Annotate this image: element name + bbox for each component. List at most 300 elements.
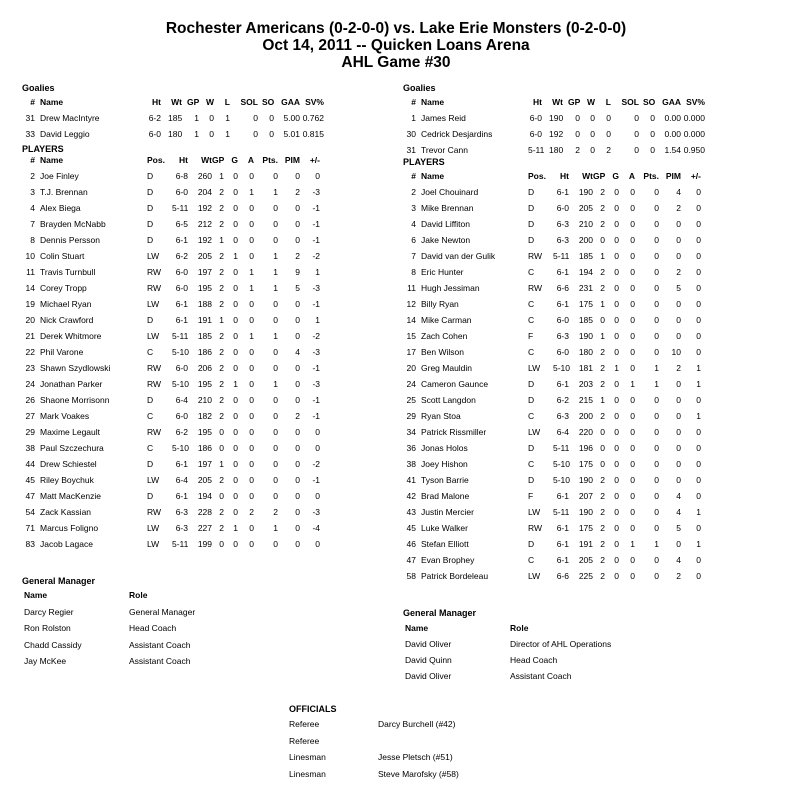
cell: 1.54	[664, 145, 681, 155]
cell: -1	[312, 395, 320, 405]
cell: 0	[696, 299, 701, 309]
cell: 175	[578, 459, 593, 469]
cell: 2	[30, 171, 35, 181]
cell: 1	[249, 331, 254, 341]
cell: Riley Boychuk	[40, 475, 94, 485]
cell: 2	[676, 571, 681, 581]
cell: 0	[654, 555, 659, 565]
cell: GP	[212, 155, 225, 165]
cell: 6-6	[556, 571, 569, 581]
cell: 1	[194, 129, 199, 139]
cell: Drew MacIntyre	[40, 113, 100, 123]
cell: 23	[25, 363, 35, 373]
cell: 186	[197, 443, 212, 453]
cell: 1	[630, 539, 635, 549]
cell: D	[147, 203, 154, 213]
cell: 0	[614, 555, 619, 565]
cell: 0	[614, 267, 619, 277]
cell: Mike Carman	[421, 315, 472, 325]
cell: Shawn Szydlowski	[40, 363, 111, 373]
cell: 215	[578, 395, 593, 405]
cell: SOL	[621, 97, 639, 107]
cell: 0	[696, 283, 701, 293]
cell: Name	[40, 155, 64, 165]
cell: 182	[197, 411, 212, 421]
cell: 0	[273, 411, 278, 421]
cell: 10	[25, 251, 35, 261]
cell: 0	[295, 203, 300, 213]
cell: Ron Rolston	[24, 623, 71, 633]
cell: 6-1	[175, 299, 188, 309]
cell: 192	[197, 203, 212, 213]
cell: 0	[630, 347, 635, 357]
cell: 0	[696, 555, 701, 565]
cell: 10	[671, 347, 681, 357]
cell: 6-3	[175, 507, 188, 517]
cell: 6-1	[556, 187, 569, 197]
cell: RW	[147, 283, 162, 293]
cell: 0	[630, 331, 635, 341]
cell: David Leggio	[40, 129, 90, 139]
cell: Jonathan Parker	[40, 379, 103, 389]
cell: 5-11	[553, 443, 570, 453]
cell: 6-1	[556, 555, 569, 565]
cell: Joel Chouinard	[421, 187, 479, 197]
cell: 1	[614, 363, 619, 373]
cell: Trevor Cann	[421, 145, 468, 155]
cell: 0	[654, 347, 659, 357]
cell: D	[147, 395, 154, 405]
cell: 0	[650, 113, 655, 123]
cell: L	[605, 97, 611, 107]
cell: 14	[406, 315, 416, 325]
cell: 2	[600, 523, 605, 533]
cell: 6-0	[148, 129, 161, 139]
game-number: AHL Game #30	[341, 54, 451, 71]
cell: 185	[168, 113, 183, 123]
cell: 0	[630, 571, 635, 581]
cell: 2	[219, 363, 224, 373]
cell: 0	[295, 171, 300, 181]
cell: 2	[411, 187, 416, 197]
cell: 260	[197, 171, 212, 181]
cell: 5-11	[553, 251, 570, 261]
cell: 1	[696, 379, 701, 389]
cell: 14	[25, 283, 35, 293]
cell: 38	[25, 443, 35, 453]
cell: Jay McKee	[24, 656, 67, 666]
cell: 185	[197, 331, 212, 341]
cell: 0	[654, 443, 659, 453]
cell: 0	[590, 113, 595, 123]
cell: 0	[233, 491, 238, 501]
cell: 0	[696, 235, 701, 245]
cell: C	[528, 411, 535, 421]
cell: 0	[654, 475, 659, 485]
cell: 188	[197, 299, 212, 309]
cell: 195	[197, 283, 212, 293]
cell: 0	[600, 315, 605, 325]
cell: 2	[273, 507, 278, 517]
cell: 0	[630, 235, 635, 245]
cell: -1	[312, 299, 320, 309]
cell: 2	[676, 203, 681, 213]
cell: 33	[25, 129, 35, 139]
cell: D	[528, 219, 535, 229]
cell: 2	[600, 379, 605, 389]
cell: 0	[630, 395, 635, 405]
cell: SO	[262, 97, 275, 107]
cell: Hugh Jessiman	[421, 283, 480, 293]
cell: 5.00	[283, 113, 300, 123]
cell: Evan Brophey	[421, 555, 475, 565]
left-gm-label: General Manager	[22, 576, 96, 586]
cell: 0	[295, 315, 300, 325]
cell: 6-0	[175, 411, 188, 421]
cell: 185	[578, 251, 593, 261]
cell: 34	[406, 427, 416, 437]
cell: D	[528, 443, 535, 453]
cell: 0	[650, 145, 655, 155]
cell: 46	[406, 539, 416, 549]
cell: 2	[600, 491, 605, 501]
cell: Patrick Bordeleau	[421, 571, 489, 581]
cell: 2	[600, 203, 605, 213]
cell: Brad Malone	[421, 491, 470, 501]
cell: #	[30, 155, 35, 165]
cell: 4	[676, 187, 681, 197]
cell: 199	[197, 539, 212, 549]
cell: Jake Newton	[421, 235, 471, 245]
cell: 180	[168, 129, 183, 139]
cell: 0	[630, 475, 635, 485]
cell: 0	[696, 427, 701, 437]
cell: 1	[411, 113, 416, 123]
cell: 29	[406, 411, 416, 421]
cell: 6-2	[148, 113, 161, 123]
cell: Zack Kassian	[40, 507, 92, 517]
cell: General Manager	[129, 606, 196, 617]
cell: 6-1	[556, 267, 569, 277]
cell: 6-8	[175, 171, 188, 181]
cell: 0	[233, 315, 238, 325]
cell: David Oliver	[405, 671, 452, 681]
cell: 0	[696, 315, 701, 325]
cell: 220	[578, 427, 593, 437]
cell: 205	[197, 475, 212, 485]
cell: 27	[25, 411, 35, 421]
cell: LW	[147, 251, 160, 261]
cell: 2	[600, 187, 605, 197]
cell: 0	[273, 235, 278, 245]
cell: 0	[676, 315, 681, 325]
cell: 6-3	[556, 331, 569, 341]
cell: 22	[25, 347, 35, 357]
cell: 0	[249, 395, 254, 405]
cell: Greg Mauldin	[421, 363, 473, 373]
cell: Role	[510, 623, 529, 633]
cell: 0	[614, 475, 619, 485]
cell: 6-0	[556, 347, 569, 357]
cell: 2	[600, 219, 605, 229]
cell: 0.950	[683, 145, 705, 155]
cell: 6-1	[175, 315, 188, 325]
cell: 0	[600, 443, 605, 453]
cell: 0	[233, 187, 238, 197]
cell: 0	[696, 267, 701, 277]
cell: 26	[25, 395, 35, 405]
cell: 0	[676, 443, 681, 453]
cell: 15	[406, 331, 416, 341]
cell: Cedrick Desjardins	[421, 129, 493, 139]
cell: 0	[233, 267, 238, 277]
cell: 0	[696, 219, 701, 229]
cell: RW	[528, 251, 543, 261]
cell: 2	[600, 267, 605, 277]
cell: 2	[295, 251, 300, 261]
officials-label: OFFICIALS	[289, 704, 337, 714]
cell: Phil Varone	[40, 347, 84, 357]
cell: 0	[630, 555, 635, 565]
cell: 9	[295, 267, 300, 277]
cell: 0	[614, 315, 619, 325]
cell: 0	[249, 523, 254, 533]
cell: 0	[233, 475, 238, 485]
cell: 0	[630, 507, 635, 517]
cell: 0	[209, 129, 214, 139]
cell: 0	[630, 427, 635, 437]
cell: 0	[614, 571, 619, 581]
cell: -2	[312, 459, 320, 469]
cell: 1	[273, 379, 278, 389]
cell: 0	[295, 491, 300, 501]
cell: 2	[676, 363, 681, 373]
cell: 0	[295, 507, 300, 517]
official-role: Linesman	[289, 752, 326, 762]
cell: -3	[312, 187, 320, 197]
cell: -1	[312, 475, 320, 485]
cell: D	[528, 235, 535, 245]
cell: 4	[676, 507, 681, 517]
cell: 0.00	[664, 129, 681, 139]
cell: 6-0	[175, 283, 188, 293]
cell: 0	[654, 219, 659, 229]
cell: 29	[25, 427, 35, 437]
cell: 0	[614, 459, 619, 469]
cell: Head Coach	[510, 655, 558, 665]
cell: 0	[654, 251, 659, 261]
cell: 0	[630, 219, 635, 229]
cell: 0	[630, 299, 635, 309]
cell: 3	[30, 187, 35, 197]
cell: 1	[273, 267, 278, 277]
cell: GP	[568, 97, 581, 107]
cell: Billy Ryan	[421, 299, 459, 309]
cell: 6-3	[556, 411, 569, 421]
cell: 2	[600, 539, 605, 549]
cell: Patrick Rissmiller	[421, 427, 487, 437]
cell: 0	[630, 443, 635, 453]
cell: 0	[269, 129, 274, 139]
cell: 0	[273, 171, 278, 181]
cell: #	[30, 97, 35, 107]
cell: 20	[406, 363, 416, 373]
cell: 0	[654, 267, 659, 277]
cell: 2	[219, 379, 224, 389]
cell: Name	[421, 97, 445, 107]
cell: 0	[630, 315, 635, 325]
cell: 0	[253, 129, 258, 139]
cell: 0	[249, 203, 254, 213]
cell: 4	[676, 555, 681, 565]
cell: 225	[578, 571, 593, 581]
cell: 6	[411, 235, 416, 245]
cell: D	[528, 379, 535, 389]
cell: 1	[600, 395, 605, 405]
cell: 0	[273, 363, 278, 373]
cell: D	[528, 203, 535, 213]
cell: 2	[219, 507, 224, 517]
cell: 0	[273, 315, 278, 325]
cell: 0.000	[683, 129, 705, 139]
left-players-label: PLAYERS	[22, 144, 64, 154]
cell: Pos.	[147, 155, 165, 165]
cell: 0	[676, 459, 681, 469]
cell: 0	[219, 539, 224, 549]
cell: C	[528, 315, 535, 325]
cell: 194	[197, 491, 212, 501]
cell: Pts.	[643, 171, 659, 181]
cell: 6-5	[175, 219, 188, 229]
cell: 0	[654, 187, 659, 197]
cell: 0	[233, 427, 238, 437]
cell: 0	[696, 251, 701, 261]
cell: 2	[219, 203, 224, 213]
cell: 11	[407, 283, 416, 293]
cell: 41	[406, 475, 416, 485]
cell: 5-11	[553, 507, 570, 517]
cell: Wt	[171, 97, 182, 107]
cell: 0	[614, 411, 619, 421]
cell: 0	[654, 507, 659, 517]
cell: 0	[630, 203, 635, 213]
cell: C	[528, 459, 535, 469]
cell: Shaone Morrisonn	[40, 395, 110, 405]
cell: Wt	[201, 155, 212, 165]
cell: 5-10	[172, 347, 190, 357]
cell: 2	[249, 507, 254, 517]
cell: 2	[219, 299, 224, 309]
cell: 0	[614, 187, 619, 197]
cell: LW	[528, 571, 541, 581]
cell: W	[586, 97, 595, 107]
cell: 212	[197, 219, 212, 229]
cell: 0	[696, 475, 701, 485]
cell: D	[528, 475, 535, 485]
cell: Maxime Legault	[40, 427, 101, 437]
cell: Name	[421, 171, 445, 181]
cell: 1	[219, 315, 224, 325]
cell: 0	[654, 411, 659, 421]
cell: 0	[600, 235, 605, 245]
cell: 206	[197, 363, 212, 373]
cell: 190	[549, 113, 564, 123]
cell: Luke Walker	[421, 523, 468, 533]
cell: Eric Hunter	[421, 267, 464, 277]
cell: 207	[578, 491, 593, 501]
official-name: Jesse Pletsch (#51)	[378, 752, 453, 762]
cell: 0	[233, 347, 238, 357]
cell: D	[528, 539, 535, 549]
cell: +/-	[690, 171, 701, 181]
cell: 0	[654, 491, 659, 501]
cell: 1	[225, 113, 230, 123]
cell: Director of AHL Operations	[510, 639, 612, 649]
cell: 0	[630, 363, 635, 373]
cell: 25	[406, 395, 416, 405]
cell: Ben Wilson	[421, 347, 464, 357]
cell: 6-1	[556, 299, 569, 309]
cell: 42	[406, 491, 416, 501]
cell: 20	[25, 315, 35, 325]
cell: 0.815	[302, 129, 324, 139]
cell: 190	[578, 331, 593, 341]
cell: 6-1	[175, 491, 188, 501]
cell: 0	[575, 113, 580, 123]
cell: 5-10	[172, 379, 190, 389]
cell: 1	[233, 379, 238, 389]
cell: 83	[25, 539, 35, 549]
cell: Mike Brennan	[421, 203, 474, 213]
cell: C	[147, 411, 154, 421]
cell: Dennis Persson	[40, 235, 101, 245]
cell: 6-1	[556, 523, 569, 533]
cell: 175	[578, 299, 593, 309]
cell: 181	[578, 363, 593, 373]
cell: 0	[233, 443, 238, 453]
cell: 0	[654, 299, 659, 309]
cell: 45	[25, 475, 35, 485]
cell: 24	[25, 379, 35, 389]
cell: 0	[253, 113, 258, 123]
cell: C	[528, 299, 535, 309]
cell: Scott Langdon	[421, 395, 476, 405]
cell: 1	[600, 331, 605, 341]
cell: 200	[578, 411, 593, 421]
cell: 0	[233, 203, 238, 213]
cell: 0	[614, 331, 619, 341]
cell: Stefan Elliott	[421, 539, 469, 549]
cell: 0	[614, 395, 619, 405]
cell: 0	[249, 411, 254, 421]
cell: 0	[634, 129, 639, 139]
cell: 0	[696, 203, 701, 213]
cell: 0	[654, 283, 659, 293]
cell: 1	[273, 523, 278, 533]
cell: 4	[30, 203, 35, 213]
official-role: Referee	[289, 719, 320, 729]
cell: Travis Turnbull	[40, 267, 96, 277]
cell: 180	[578, 347, 593, 357]
cell: 1	[273, 187, 278, 197]
cell: 0	[273, 427, 278, 437]
cell: Name	[40, 97, 64, 107]
cell: 2	[600, 507, 605, 517]
cell: D	[147, 315, 154, 325]
cell: 21	[25, 331, 35, 341]
cell: 6-3	[556, 219, 569, 229]
cell: 0	[676, 251, 681, 261]
